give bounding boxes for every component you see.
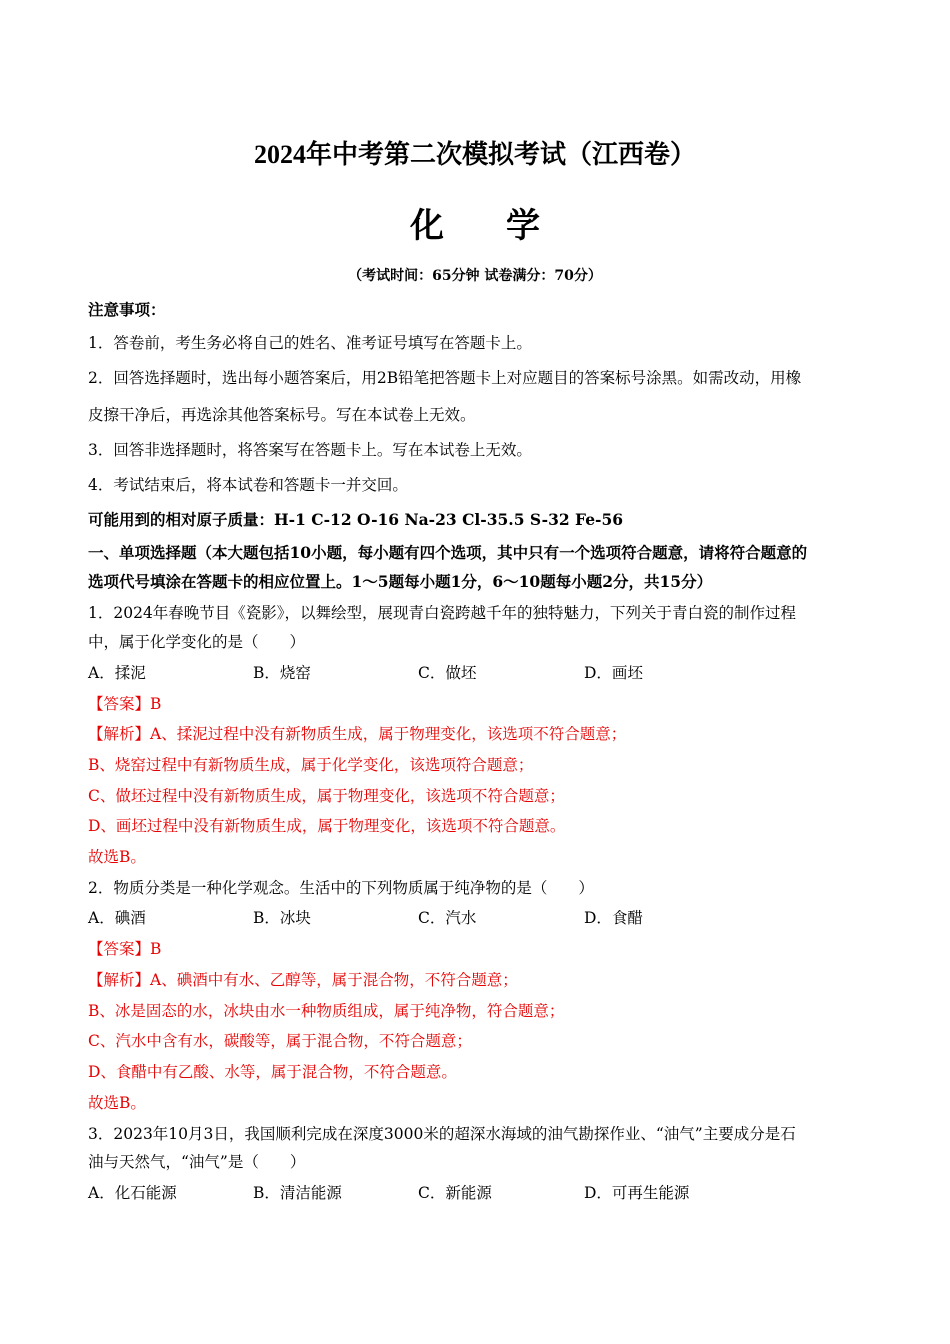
subject-title: 化学 [410, 206, 602, 246]
conclusion: 故选B。 [88, 848, 146, 866]
analysis-line: B、烧窑过程中有新物质生成，属于化学变化，该选项符合题意； [88, 756, 534, 774]
analysis-line: C、做坯过程中没有新物质生成，属于物理变化，该选项不符合题意； [88, 787, 565, 805]
notes-heading: 注意事项： [88, 300, 166, 319]
note-item: 3．回答非选择题时，将答案写在答题卡上。写在本试卷上无效。 [88, 441, 532, 459]
answer-label: 【答案】B [88, 695, 162, 713]
section-heading: 选项代号填涂在答题卡的相应位置上。1～5题每小题1分，6～10题每小题2分，共15分） [88, 572, 713, 591]
option-b: B．清洁能源 [253, 1184, 342, 1202]
analysis-line: B、冰是固态的水，冰块由水一种物质组成，属于纯净物，符合题意； [88, 1002, 565, 1020]
option-b: B．烧窑 [253, 664, 311, 682]
option-a: A．揉泥 [88, 664, 146, 682]
page-title: 2024年中考第二次模拟考试（江西卷） [253, 140, 696, 169]
question-stem: 1．2024年春晚节目《瓷影》，以舞绘型，展现青白瓷跨越千年的独特魅力，下列关于青白瓷的制作过程 [88, 604, 797, 622]
option-d: D．食醋 [584, 909, 643, 927]
atomic-masses: 可能用到的相对原子质量：H-1 C-12 O-16 Na-23 Cl-35.5 S-32 Fe-56 [88, 510, 624, 529]
option-b: B．冰块 [253, 909, 311, 927]
option-a: A．碘酒 [88, 909, 146, 927]
note-item: 2．回答选择题时，选出每小题答案后，用2B铅笔把答题卡上对应题目的答案标号涂黑。如需改动，用橡 [88, 369, 802, 387]
analysis-line: D、食醋中有乙酸、水等，属于混合物，不符合题意。 [88, 1063, 457, 1081]
analysis-line: 【解析】A、揉泥过程中没有新物质生成，属于物理变化，该选项不符合题意； [88, 725, 627, 743]
option-d: D．可再生能源 [584, 1184, 690, 1202]
note-item: 1．答卷前，考生务必将自己的姓名、准考证号填写在答题卡上。 [88, 334, 532, 352]
analysis-line: C、汽水中含有水，碳酸等，属于混合物，不符合题意； [88, 1032, 472, 1050]
option-c: C．汽水 [418, 909, 477, 927]
option-d: D．画坯 [584, 664, 643, 682]
conclusion: 故选B。 [88, 1094, 146, 1112]
note-item: 4．考试结束后，将本试卷和答题卡一并交回。 [88, 476, 408, 494]
question-stem: 3．2023年10月3日，我国顺利完成在深度3000米的超深水海域的油气勘探作业、“油气”主要成分是石 [88, 1125, 796, 1143]
option-c: C．做坯 [418, 664, 477, 682]
analysis-line: 【解析】A、碘酒中有水、乙醇等，属于混合物，不符合题意； [88, 971, 518, 989]
option-a: A．化石能源 [88, 1184, 177, 1202]
option-c: C．新能源 [418, 1184, 492, 1202]
question-stem: 2．物质分类是一种化学观念。生活中的下列物质属于纯净物的是（ ） [88, 879, 594, 897]
analysis-line: D、画坯过程中没有新物质生成，属于物理变化，该选项不符合题意。 [88, 817, 566, 835]
exam-info: （考试时间：65分钟 试卷满分：70分） [348, 268, 602, 284]
question-stem: 中，属于化学变化的是（ ） [88, 633, 306, 651]
answer-label: 【答案】B [88, 940, 162, 958]
note-item: 皮擦干净后，再选涂其他答案标号。写在本试卷上无效。 [88, 406, 476, 424]
section-heading: 一、单项选择题（本大题包括10小题，每小题有四个选项，其中只有一个选项符合题意，请将符合题意的 [88, 543, 808, 562]
question-stem: 油与天然气，“油气”是（ ） [88, 1153, 306, 1171]
